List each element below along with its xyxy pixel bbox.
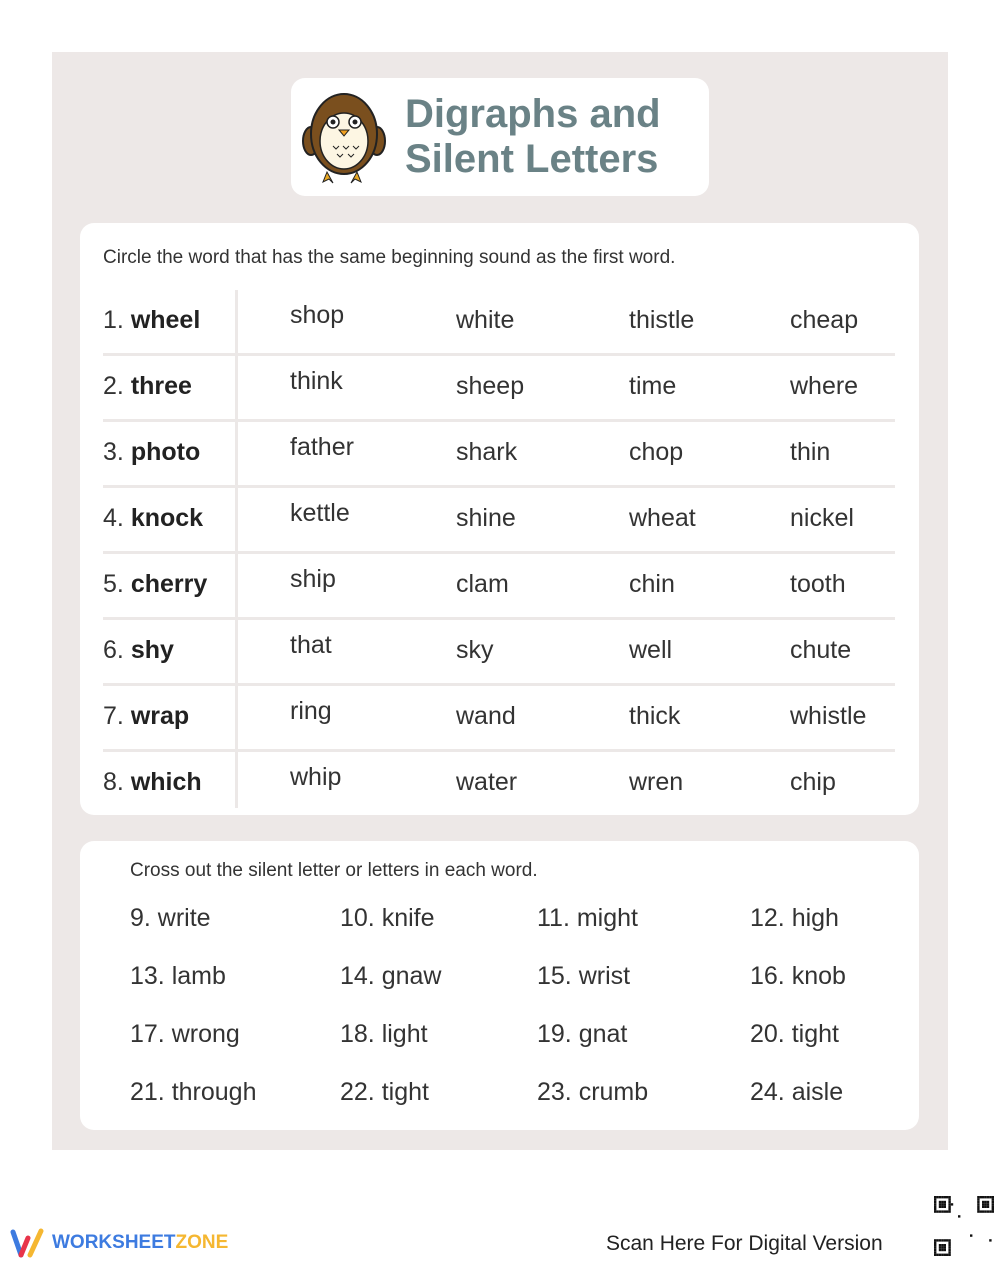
target-word: wheel: [130, 306, 201, 334]
question-row: [103, 554, 895, 620]
target-word: three: [130, 372, 192, 400]
answer-option[interactable]: shop: [290, 301, 345, 329]
silent-letter-word[interactable]: 24. aisle: [750, 1078, 844, 1106]
answer-option[interactable]: chin: [629, 570, 675, 598]
question-word: [103, 768, 202, 797]
silent-letter-word[interactable]: 14. gnaw: [340, 962, 442, 990]
answer-option[interactable]: kettle: [290, 499, 350, 527]
answer-option[interactable]: tooth: [790, 570, 846, 598]
brand-part-1: WORKSHEET: [52, 1232, 176, 1253]
target-word: photo: [130, 438, 201, 466]
silent-letter-word[interactable]: 16. knob: [750, 962, 846, 990]
question-word: [103, 702, 189, 731]
answer-option[interactable]: white: [456, 306, 515, 334]
brand-part-2: ZONE: [175, 1232, 229, 1253]
answer-option[interactable]: chute: [790, 636, 852, 664]
question-row: [103, 422, 895, 488]
question-word: [103, 570, 207, 599]
silent-letter-word[interactable]: 21. through: [130, 1078, 257, 1106]
answer-option[interactable]: chip: [790, 768, 836, 796]
question-number: 8.: [103, 768, 124, 796]
answer-option[interactable]: whip: [290, 763, 342, 791]
answer-option[interactable]: nickel: [790, 504, 854, 532]
silent-letter-word[interactable]: 11. might: [537, 904, 638, 932]
silent-letter-word[interactable]: 15. wrist: [537, 962, 631, 990]
answer-option[interactable]: well: [629, 636, 673, 664]
answer-option[interactable]: ship: [290, 565, 336, 593]
answer-option[interactable]: clam: [456, 570, 509, 598]
question-row: [103, 752, 895, 818]
question-number: 4.: [103, 504, 124, 532]
logo-icon: [10, 1228, 46, 1258]
question-word: [103, 372, 192, 401]
section-silent-letters: [80, 841, 919, 1130]
silent-letter-word[interactable]: 19. gnat: [537, 1020, 628, 1048]
answer-option[interactable]: whistle: [790, 702, 867, 730]
silent-letter-word[interactable]: 23. crumb: [537, 1078, 649, 1106]
answer-option[interactable]: chop: [629, 438, 684, 466]
target-word: cherry: [130, 570, 208, 598]
answer-option[interactable]: that: [290, 631, 332, 659]
title-card: [291, 78, 709, 196]
answer-option[interactable]: think: [290, 367, 343, 395]
silent-letter-word[interactable]: 20. tight: [750, 1020, 839, 1048]
section-beginning-sounds: [80, 223, 919, 815]
instruction: Cross out the silent letter or letters in each word.: [130, 860, 538, 881]
question-word: [103, 438, 200, 467]
answer-option[interactable]: ring: [290, 697, 332, 725]
answer-option[interactable]: water: [456, 768, 518, 796]
silent-letter-word[interactable]: 18. light: [340, 1020, 428, 1048]
question-number: 6.: [103, 636, 124, 664]
question-row: [103, 290, 895, 356]
answer-option[interactable]: shark: [456, 438, 518, 466]
silent-letter-word[interactable]: 17. wrong: [130, 1020, 240, 1048]
answer-option[interactable]: wand: [456, 702, 516, 730]
brand-name: [52, 1232, 228, 1254]
question-number: 5.: [103, 570, 124, 598]
question-word: [103, 504, 203, 533]
question-word: [103, 636, 174, 665]
question-number: 7.: [103, 702, 124, 730]
silent-letter-word[interactable]: 10. knife: [340, 904, 435, 932]
worksheetzone-logo: [10, 1228, 228, 1258]
question-word: [103, 306, 200, 335]
answer-option[interactable]: thistle: [629, 306, 695, 334]
title-line-1: Digraphs and: [405, 92, 661, 136]
question-number: 1.: [103, 306, 124, 334]
scan-text: Scan Here For Digital Version: [606, 1232, 883, 1255]
silent-letter-word[interactable]: 12. high: [750, 904, 839, 932]
target-word: wrap: [130, 702, 190, 730]
question-row: [103, 620, 895, 686]
target-word: shy: [130, 636, 174, 664]
answer-option[interactable]: wheat: [629, 504, 696, 532]
qr-code-icon[interactable]: [934, 1196, 994, 1256]
page-title: [405, 92, 705, 182]
owl-icon: [301, 86, 387, 186]
target-word: which: [130, 768, 202, 796]
title-line-2: Silent Letters: [405, 137, 659, 181]
answer-option[interactable]: wren: [629, 768, 684, 796]
instruction: Circle the word that has the same beginning sound as the first word.: [103, 247, 676, 268]
answer-option[interactable]: where: [790, 372, 859, 400]
silent-letter-word[interactable]: 13. lamb: [130, 962, 226, 990]
answer-option[interactable]: sky: [456, 636, 494, 664]
answer-option[interactable]: thick: [629, 702, 681, 730]
question-row: [103, 488, 895, 554]
answer-option[interactable]: sheep: [456, 372, 525, 400]
answer-option[interactable]: time: [629, 372, 677, 400]
answer-option[interactable]: thin: [790, 438, 831, 466]
question-row: [103, 356, 895, 422]
target-word: knock: [130, 504, 204, 532]
answer-option[interactable]: cheap: [790, 306, 859, 334]
question-row: [103, 686, 895, 752]
silent-letter-word[interactable]: 9. write: [130, 904, 211, 932]
question-number: 2.: [103, 372, 124, 400]
answer-option[interactable]: shine: [456, 504, 516, 532]
answer-option[interactable]: father: [290, 433, 354, 461]
question-number: 3.: [103, 438, 124, 466]
silent-letter-word[interactable]: 22. tight: [340, 1078, 429, 1106]
